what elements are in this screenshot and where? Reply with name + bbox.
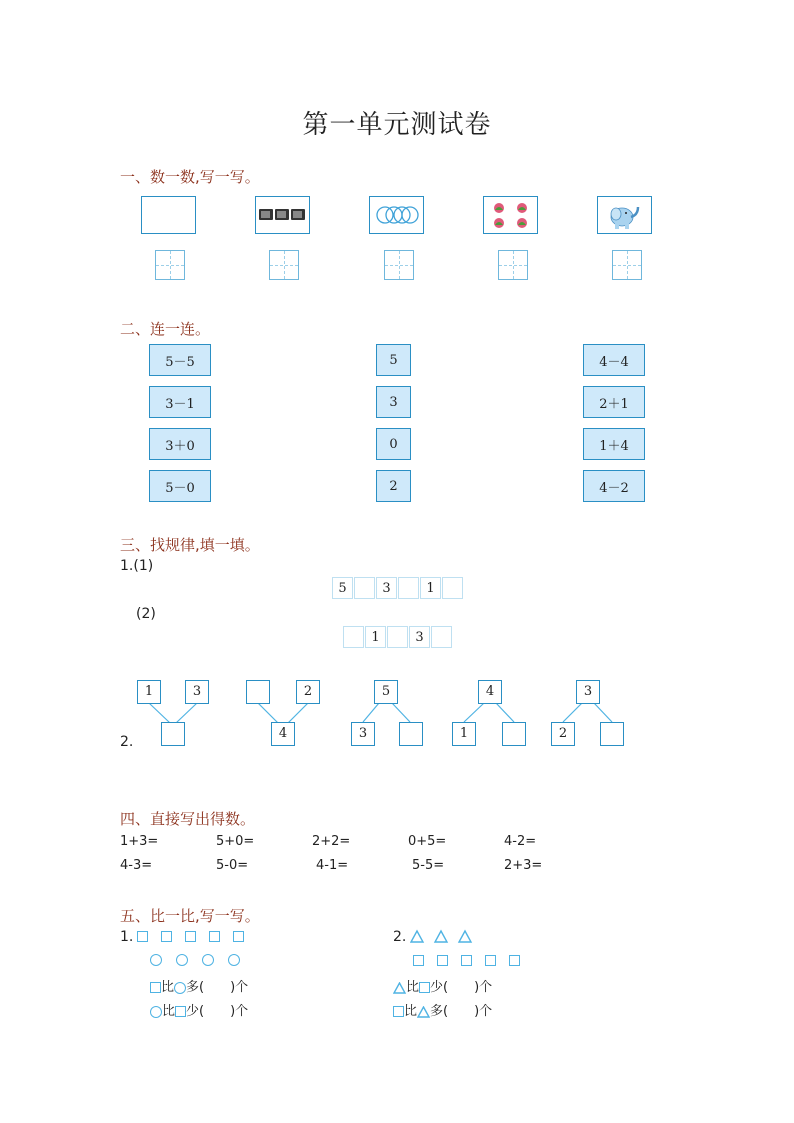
- equation: 1+3=: [120, 834, 159, 849]
- tv-icon: [256, 197, 309, 233]
- equation: 2+3=: [504, 858, 543, 873]
- circle-row: [150, 954, 240, 966]
- triangle-row: [410, 929, 480, 945]
- tree-box: 2: [296, 680, 320, 704]
- circle-icon: [174, 982, 186, 994]
- triangle-icon: [417, 1006, 430, 1018]
- match-card-middle[interactable]: 5: [376, 344, 411, 376]
- section-4-heading: 四、直接写出得数。: [120, 810, 256, 828]
- equation: 0+5=: [408, 834, 447, 849]
- question-label: 1.: [120, 929, 134, 945]
- equation: 5-0=: [216, 858, 249, 873]
- sequence-blank[interactable]: [343, 626, 364, 648]
- tree-box: 2: [551, 722, 575, 746]
- equation: 4-2=: [504, 834, 537, 849]
- question-label: 1.(1): [120, 558, 154, 574]
- square-icon: [161, 931, 172, 942]
- square-icon: [437, 955, 448, 966]
- sequence-cell: 5: [332, 577, 353, 599]
- sequence-blank[interactable]: [387, 626, 408, 648]
- answer-grid[interactable]: [269, 250, 299, 280]
- equation: 5-5=: [412, 858, 445, 873]
- tree-box: 4: [271, 722, 295, 746]
- sequence-blank[interactable]: [354, 577, 375, 599]
- tree-answer-box[interactable]: [246, 680, 270, 704]
- tree-box: 3: [351, 722, 375, 746]
- square-icon: [150, 982, 161, 993]
- compare-line: 比 多( )个: [150, 976, 248, 995]
- section-1-heading: 一、数一数,写一写。: [120, 168, 260, 186]
- equation: 4-3=: [120, 858, 153, 873]
- sequence-cell: 1: [365, 626, 386, 648]
- match-card-middle[interactable]: 2: [376, 470, 411, 502]
- picture-rings: [369, 196, 424, 234]
- tree-answer-box[interactable]: [399, 722, 423, 746]
- square-icon: [413, 955, 424, 966]
- sequence-blank[interactable]: [442, 577, 463, 599]
- square-icon: [419, 982, 430, 993]
- sequence-blank[interactable]: [431, 626, 452, 648]
- question-label: 2.: [393, 929, 407, 945]
- picture-tvs: [255, 196, 310, 234]
- peach-icon: [484, 197, 537, 233]
- square-icon: [485, 955, 496, 966]
- sequence-blank[interactable]: [398, 577, 419, 599]
- triangle-icon: [393, 982, 406, 994]
- square-icon: [461, 955, 472, 966]
- equation: 4-1=: [316, 858, 349, 873]
- rings-icon: [370, 197, 423, 233]
- triangle-icon: [411, 931, 423, 942]
- compare-line: 比 少( )个: [393, 976, 492, 995]
- circle-icon: [202, 954, 214, 966]
- match-card-right[interactable]: 1＋4: [583, 428, 645, 460]
- picture-empty: [141, 196, 196, 234]
- picture-peaches: [483, 196, 538, 234]
- equation: 5+0=: [216, 834, 255, 849]
- triangle-icon: [459, 931, 471, 942]
- tree-box: 1: [452, 722, 476, 746]
- picture-elephant: [597, 196, 652, 234]
- square-icon: [185, 931, 196, 942]
- equation: 2+2=: [312, 834, 351, 849]
- square-icon: [233, 931, 244, 942]
- square-icon: [393, 1006, 404, 1017]
- square-icon: [137, 931, 148, 942]
- question-label: 2.: [120, 734, 134, 750]
- number-sequence-1: [332, 577, 464, 599]
- tree-answer-box[interactable]: [161, 722, 185, 746]
- tree-box: 5: [374, 680, 398, 704]
- elephant-icon: [598, 197, 651, 233]
- match-card-right[interactable]: 4－4: [583, 344, 645, 376]
- square-row: [137, 931, 244, 942]
- square-icon: [509, 955, 520, 966]
- square-row: [413, 955, 520, 966]
- sequence-cell: 3: [376, 577, 397, 599]
- square-icon: [209, 931, 220, 942]
- match-card-left[interactable]: 5－0: [149, 470, 211, 502]
- tree-box: 1: [137, 680, 161, 704]
- match-card-middle[interactable]: 0: [376, 428, 411, 460]
- question-label: (2): [136, 606, 156, 622]
- sequence-cell: 1: [420, 577, 441, 599]
- answer-grid[interactable]: [384, 250, 414, 280]
- square-icon: [175, 1006, 186, 1017]
- match-card-middle[interactable]: 3: [376, 386, 411, 418]
- circle-icon: [176, 954, 188, 966]
- sequence-cell: 3: [409, 626, 430, 648]
- tree-box: 4: [478, 680, 502, 704]
- compare-line: 比 多( )个: [393, 1000, 492, 1019]
- answer-grid[interactable]: [155, 250, 185, 280]
- circle-icon: [150, 954, 162, 966]
- match-card-left[interactable]: 5－5: [149, 344, 211, 376]
- triangle-icon: [435, 931, 447, 942]
- number-sequence-2: [343, 626, 453, 648]
- match-card-left[interactable]: 3＋0: [149, 428, 211, 460]
- tree-answer-box[interactable]: [600, 722, 624, 746]
- answer-grid[interactable]: [498, 250, 528, 280]
- section-5-heading: 五、比一比,写一写。: [120, 907, 260, 925]
- tree-answer-box[interactable]: [502, 722, 526, 746]
- tree-box: 3: [576, 680, 600, 704]
- match-card-right[interactable]: 4－2: [583, 470, 645, 502]
- page-title: 第一单元测试卷: [302, 110, 492, 140]
- match-card-left[interactable]: 3－1: [149, 386, 211, 418]
- section-3-heading: 三、找规律,填一填。: [120, 536, 260, 554]
- circle-icon: [228, 954, 240, 966]
- circle-icon: [150, 1006, 162, 1018]
- match-card-right[interactable]: 2＋1: [583, 386, 645, 418]
- compare-line: 比 少( )个: [150, 1000, 248, 1019]
- tree-box: 3: [185, 680, 209, 704]
- answer-grid[interactable]: [612, 250, 642, 280]
- section-2-heading: 二、连一连。: [120, 320, 211, 338]
